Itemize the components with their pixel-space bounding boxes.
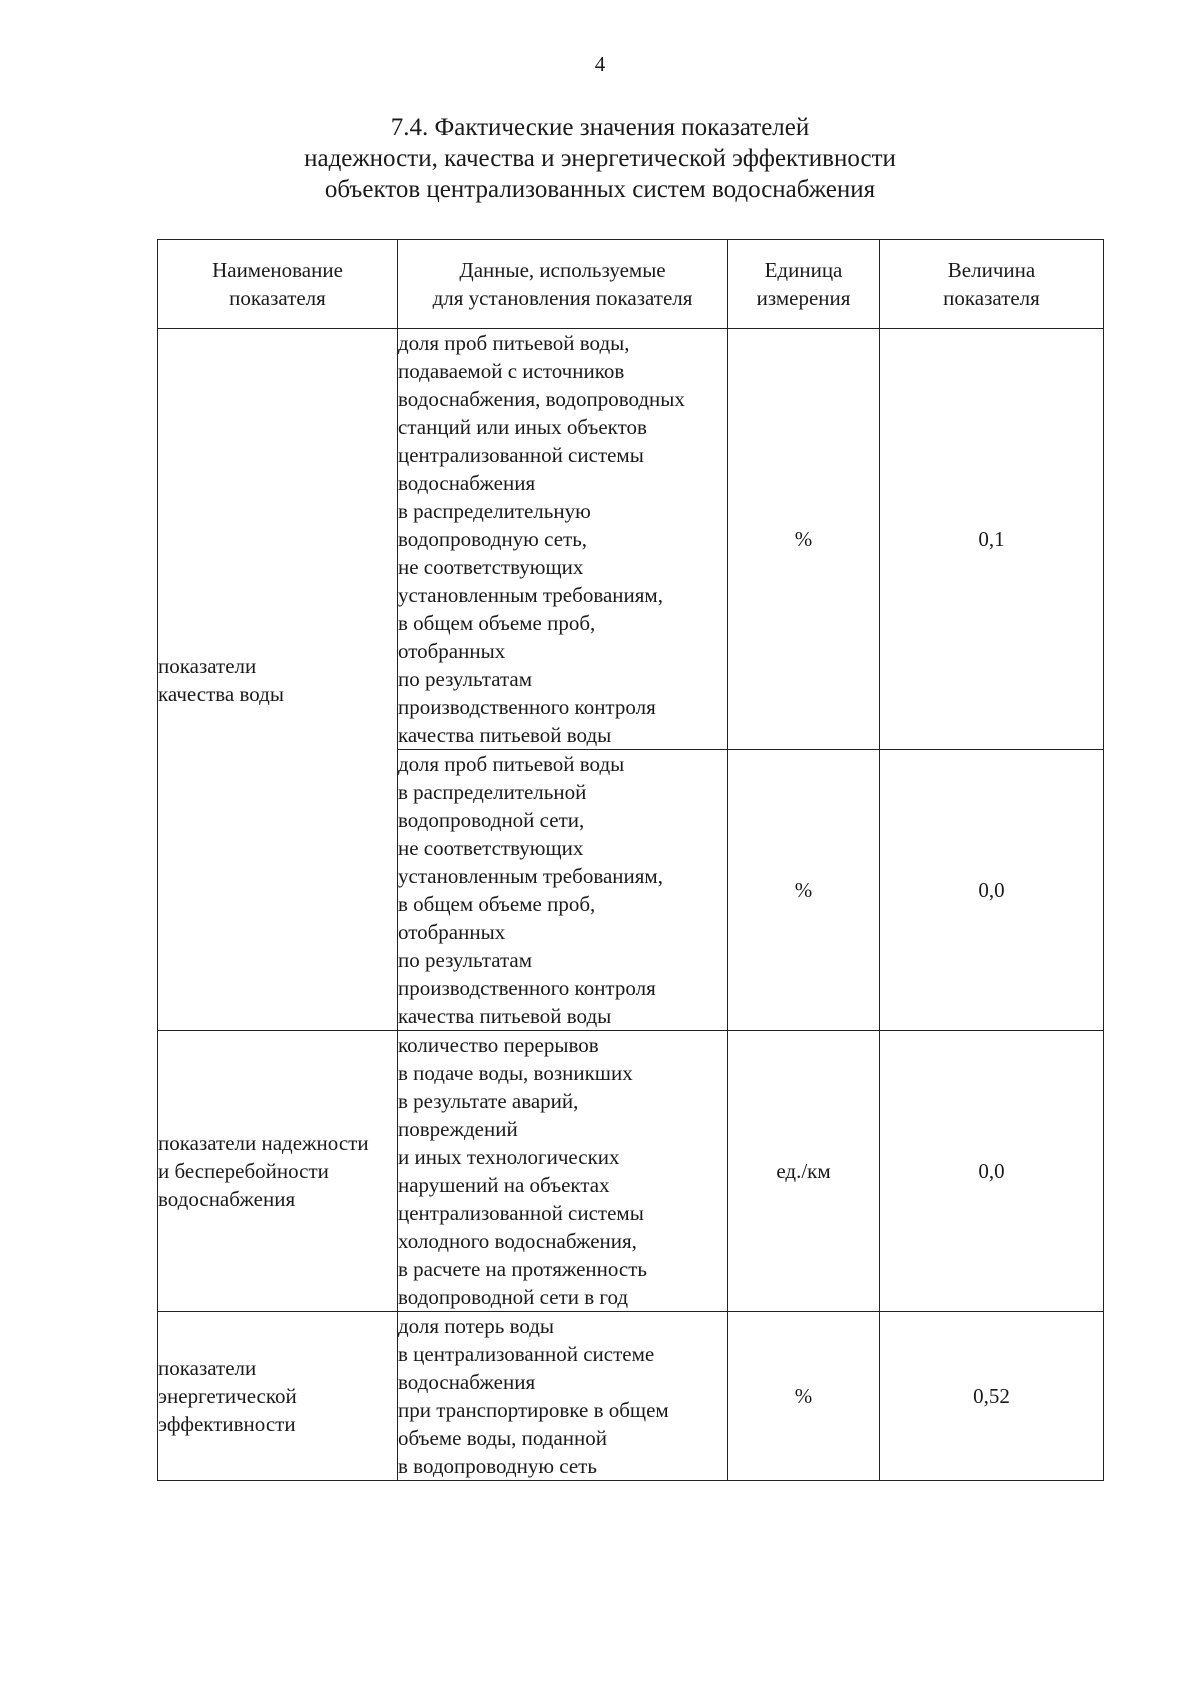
source-data-line: централизованной системы	[398, 443, 644, 467]
indicator-name-cell	[158, 1031, 398, 1312]
table-row	[158, 1031, 1104, 1312]
source-data-line: водоснабжения	[398, 471, 536, 495]
source-data-line: объеме воды, поданной	[398, 1426, 608, 1450]
table-row	[158, 329, 1104, 750]
source-data-line: не соответствующих	[398, 555, 584, 579]
unit-cell: ед./км	[728, 1031, 880, 1312]
source-data-line: повреждений	[398, 1117, 518, 1141]
header-indicator-name: Наименование показателя	[158, 240, 398, 329]
source-data-line: доля потерь воды	[398, 1314, 555, 1338]
indicator-name-line: показатели надежности	[158, 1131, 369, 1155]
source-data-line: холодного водоснабжения,	[398, 1229, 637, 1253]
source-data-line: отобранных	[398, 639, 506, 663]
source-data-line: по результатам	[398, 667, 533, 691]
source-data-cell	[398, 750, 728, 1031]
indicator-name-line: и бесперебойности	[158, 1159, 329, 1183]
section-title-line: 7.4. Фактические значения показателей	[390, 114, 810, 141]
table-header-row	[158, 240, 1104, 329]
source-data-line: и иных технологических	[398, 1145, 620, 1169]
source-data-line: количество перерывов	[398, 1033, 599, 1057]
source-data-line: водопроводной сети в год	[398, 1285, 629, 1309]
source-data-line: в распределительной	[398, 780, 587, 804]
page-number: 4	[594, 52, 606, 76]
source-data-line: не соответствующих	[398, 836, 584, 860]
source-data-line: централизованной системы	[398, 1201, 644, 1225]
source-data-line: подаваемой с источников	[398, 359, 625, 383]
source-data-line: доля проб питьевой воды,	[398, 331, 630, 355]
source-data-line: производственного контроля	[398, 976, 656, 1000]
source-data-line: станций или иных объектов	[398, 415, 647, 439]
source-data-line: качества питьевой воды	[398, 1004, 612, 1028]
indicator-name-line: показатели	[158, 653, 257, 678]
source-data-line: водоснабжения, водопроводных	[398, 387, 685, 411]
source-data-line: в водопроводную сеть	[398, 1454, 597, 1478]
indicator-name-cell	[158, 1312, 398, 1481]
source-data-line: в распределительную	[398, 499, 591, 523]
indicator-name-line: энергетической	[158, 1384, 297, 1408]
section-title-line: объектов централизованных систем водоснабжения	[324, 176, 876, 203]
indicator-name-cell	[158, 329, 398, 1031]
indicator-name-line: качества воды	[158, 681, 284, 706]
source-data-line: в общем объеме проб,	[398, 892, 596, 916]
source-data-line: в подаче воды, возникших	[398, 1061, 633, 1085]
header-value: Величина показателя	[880, 240, 1104, 329]
value-cell: 0,1	[880, 329, 1104, 750]
indicator-name-line: эффективности	[158, 1412, 296, 1436]
unit-cell: %	[728, 329, 880, 750]
value-cell: 0,52	[880, 1312, 1104, 1481]
source-data-cell	[398, 329, 728, 750]
header-source-data: Данные, используемые для установления показателя	[398, 240, 728, 329]
value-cell: 0,0	[880, 750, 1104, 1031]
unit-cell: %	[728, 750, 880, 1031]
source-data-line: по результатам	[398, 948, 533, 972]
section-title	[150, 112, 1050, 205]
source-data-cell	[398, 1031, 728, 1312]
source-data-line: доля проб питьевой воды	[398, 752, 625, 776]
source-data-line: при транспортировке в общем	[398, 1398, 669, 1422]
source-data-line: в общем объеме проб,	[398, 611, 596, 635]
source-data-line: качества питьевой воды	[398, 723, 612, 747]
indicators-table	[157, 239, 1104, 1481]
source-data-line: нарушений на объектах	[398, 1173, 610, 1197]
indicator-name-line: показатели	[158, 1356, 257, 1380]
source-data-line: водоснабжения	[398, 1370, 536, 1394]
source-data-line: установленным требованиям,	[398, 864, 663, 888]
header-unit: Единица измерения	[728, 240, 880, 329]
value-cell: 0,0	[880, 1031, 1104, 1312]
indicator-name-line: водоснабжения	[158, 1187, 296, 1211]
source-data-line: установленным требованиям,	[398, 583, 663, 607]
source-data-line: в результате аварий,	[398, 1089, 579, 1113]
source-data-cell	[398, 1312, 728, 1481]
source-data-line: отобранных	[398, 920, 506, 944]
unit-cell: %	[728, 1312, 880, 1481]
source-data-line: водопроводную сеть,	[398, 527, 588, 551]
section-title-line: надежности, качества и энергетической эффективности	[304, 145, 896, 172]
source-data-line: в расчете на протяженность	[398, 1257, 647, 1281]
source-data-line: производственного контроля	[398, 695, 656, 719]
source-data-line: в централизованной системе	[398, 1342, 655, 1366]
table-row	[158, 1312, 1104, 1481]
source-data-line: водопроводной сети,	[398, 808, 585, 832]
